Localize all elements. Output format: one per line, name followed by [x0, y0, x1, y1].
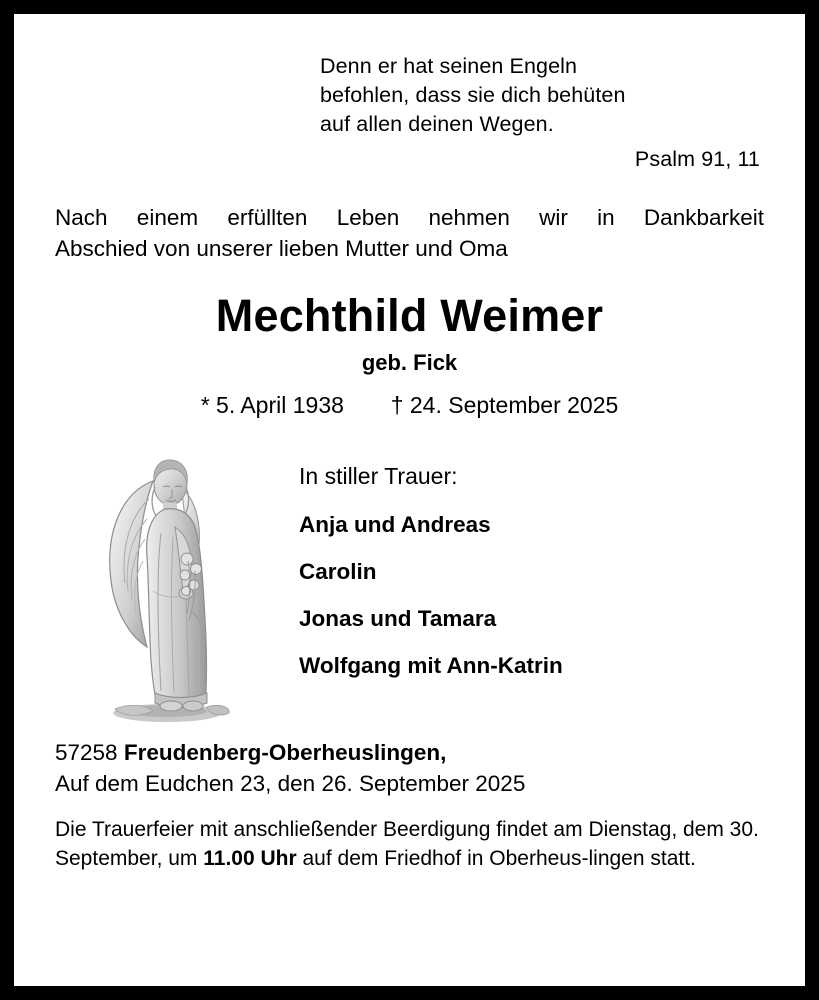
- address-line-1: [55, 737, 764, 768]
- ceremony-text-part2: dem 30. September, um: [55, 818, 759, 870]
- verse-line-3: auf allen deinen Wegen.: [320, 112, 554, 136]
- verse-line-2: befohlen, dass sie dich behüten: [320, 83, 626, 107]
- verse-reference: Psalm 91, 11: [634, 147, 760, 171]
- intro-paragraph: [55, 202, 764, 264]
- postal-code: 57258: [55, 740, 118, 765]
- intro-line-1: Nach einem erfüllten Leben nehmen wir in Dankbarkeit: [55, 205, 764, 230]
- ceremony-time: 11.00 Uhr: [203, 847, 297, 870]
- life-dates: [55, 392, 764, 419]
- notice-content: [17, 17, 802, 983]
- angel-statue-icon: [95, 441, 245, 731]
- angel-image-container: [55, 441, 285, 731]
- deceased-name: Mechthild Weimer: [215, 290, 604, 341]
- mourner-item: Anja und Andreas: [299, 512, 491, 537]
- mourner-item: Jonas und Tamara: [299, 606, 497, 631]
- death-date: † 24. September 2025: [390, 392, 619, 418]
- bible-verse: [55, 52, 764, 174]
- mourners-list: [285, 441, 764, 700]
- intro-line-2: Abschied von unserer lieben Mutter und Oma: [55, 236, 508, 261]
- ceremony-text-part3: auf dem Friedhof in Oberheus-: [296, 847, 589, 870]
- middle-section: [55, 441, 764, 731]
- ceremony-text-part1: Die Trauerfeier mit anschließender Beerdigung findet am Dienstag,: [55, 818, 678, 841]
- mourner-item: Wolfgang mit Ann-Katrin: [299, 653, 563, 678]
- verse-line-1: Denn er hat seinen Engeln: [320, 54, 578, 78]
- town-name: Freudenberg-Oberheuslingen,: [123, 740, 447, 765]
- mourner-item: Carolin: [299, 559, 377, 584]
- address-line-2: Auf dem Eudchen 23, den 26. September 2025: [55, 771, 526, 796]
- ceremony-details: [55, 815, 764, 873]
- address-block: [55, 737, 764, 799]
- mourners-heading: In stiller Trauer:: [299, 463, 458, 489]
- deceased-maiden-name: geb. Fick: [361, 350, 458, 375]
- ceremony-text-part4: lingen statt.: [588, 847, 696, 870]
- birth-date: * 5. April 1938: [200, 392, 344, 418]
